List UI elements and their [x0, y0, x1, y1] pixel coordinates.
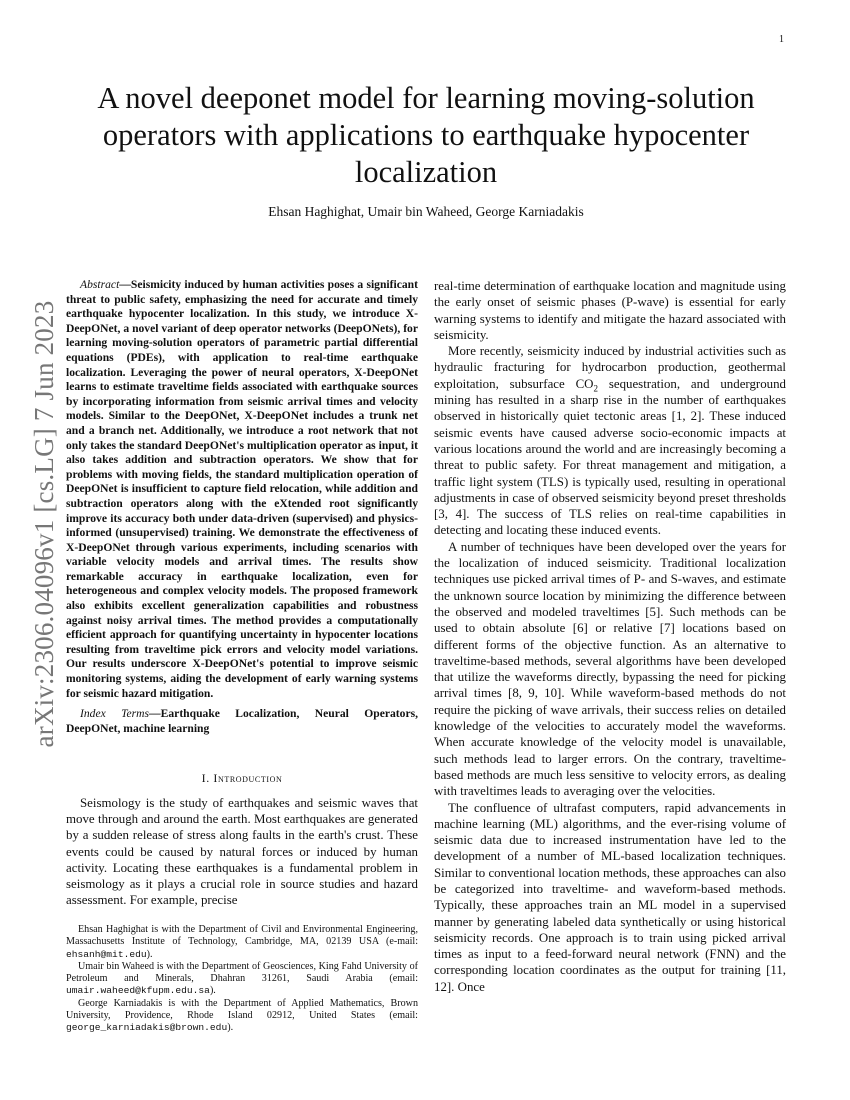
email-link[interactable]: umair.waheed@kfupm.edu.sa	[66, 985, 210, 997]
right-paragraph-3: A number of techniques have been developed over the years for the localization of induced seismicity. Traditional localization techniques use picked arrival times of P- and S-waves, and estimate the unknown source location by minimizing the difference between the observed and modeled traveltimes [5]. Such methods can be used to obtain absolute [6] or relative [7] locations based on different forms of the objective function. As an alternative to traveltime-based methods, several algorithms have been developed that utilize the waveforms directly, bypassing the need for picking arrival times [8, 9, 10]. While waveform-based methods do not require the picking of wave arrivals, their success relies on detailed knowledge of the velocities to accurately model the waveforms. When accurate knowledge of the velocity model is unavailable, such methods lead to larger errors. On the contrary, traveltime-based methods are much less sensitive to velocity errors, as dealing with traveltimes leads to averaging over the velocities.	[434, 539, 786, 799]
index-terms-label: Index Terms	[80, 707, 150, 721]
paper-title: A novel deeponet model for learning moving-solution operators with applications to earthquake hypocenter localization	[97, 81, 755, 189]
arxiv-identifier: arXiv:2306.04096v1 [cs.LG] 7 Jun 2023	[29, 300, 59, 748]
footnote-haghighat: Ehsan Haghighat is with the Department of Civil and Environmental Engineering, Massachusetts Institute of Technology, Cambridge, MA, 02139 USA (e-mail: ehsanh@mit.edu).	[66, 924, 418, 960]
footnote-waheed: Umair bin Waheed is with the Department of Geosciences, King Fahd University of Petroleum and Minerals, Dhahran 31261, Saudi Arabia (email: umair.waheed@kfupm.edu.sa).	[66, 960, 418, 997]
right-paragraph-1: real-time determination of earthquake location and magnitude using the early onset of seismic phases (P-wave) is essential for early warning systems to identify and mitigate the hazard associated with seismicity.	[434, 279, 786, 342]
right-column	[434, 278, 786, 995]
section-heading-introduction: I. Introduction	[201, 771, 283, 786]
footnote-karniadakis: George Karniadakis is with the Department of Applied Mathematics, Brown University, Providence, Rhode Island 02912, United States (email: george_karniadakis@brown.edu).	[66, 997, 418, 1034]
abstract	[66, 278, 418, 701]
right-paragraph-2: More recently, seismicity induced by industrial activities such as hydraulic fracturing for hydrocarbon production, geothermal exploitation, subsurface $CO_2$ sequestration, and underground mining has resulted in a sharp rise in the number of earthquakes observed in historically quiet tectonic areas [1, 2]. These induced seismic events have caused adverse socio-economic impacts at various locations around the world and are increasingly becoming a threat to public safety. For threat management and mitigation, a traffic light system (TLS) is typically used, resulting in operational adjustments in case of observed seismicity beyond preset thresholds [3, 4]. The success of TLS relies on real-time capabilities in detecting and locating these induced events.	[434, 344, 786, 538]
page-number: 1	[779, 34, 784, 45]
author-footnotes	[66, 924, 418, 1035]
right-paragraph-4: The confluence of ultrafast computers, rapid advancements in machine learning (ML) algorithms, and the ever-rising volume of seismic data due to increased instrumentation have led to the development of a number of ML-based localization techniques. Similar to conventional location methods, these approaches can also be categorized into traveltime- and waveform-based methods. Typically, these approaches train an ML model in a supervised manner by generating labeled data synthetically or using historical seismicity records. One approach is to train using picked arrival times as input to a feed-forward neural network (FNN) and the corresponding location coordinates as the output for training [11, 12]. Once	[434, 800, 786, 994]
index-terms-text: —Earthquake Localization, Neural Operators, DeepONet, machine learning	[66, 707, 418, 735]
author-list: Ehsan Haghighat, Umair bin Waheed, George Karniadakis	[268, 204, 584, 219]
abstract-text: —Seismicity induced by human activities poses a significant threat to public safety, emphasizing the need for accurate and timely earthquake hypocenter localization. In this study, we introduce X-DeepONet, a novel variant of deep operator networks (DeepONets), for learning moving-solution operators of parametric partial differential equations (PDEs), with application to real-time earthquake localization. Leveraging the power of neural operators, X-DeepONet learns to estimate traveltime fields associated with earthquake sources by incorporating information from seismic arrival times and velocity models. Similar to the DeepONet, X-DeepONet includes a trunk net and a branch net. Additionally, we introduce a root network that not only takes the standard DeepONet's multiplication operator as input, it also takes addition and subtraction operators. We show that for problems with moving fields, the standard multiplication operation of DeepONet is insufficient to capture field relocation, while addition and subtraction operators along with the eXtended root significantly improve its accuracy both under data-driven (supervised) and physics-informed (unsupervised) training. We demonstrate the effectiveness of X-DeepONet through various experiments, including scenarios with variable velocity models and arrival times. The results show remarkable accuracy in earthquake localization, even for heterogeneous and complex velocity models. The proposed framework also exhibits excellent generalization capabilities and robustness against noisy arrival times. The method provides a computationally efficient approach for quantifying uncertainty in hypocenter locations resulting from traveltime pick errors and velocity model variations. Our results underscore X-DeepONet's potential to improve seismic monitoring systems, aiding the development of early warning systems for seismic hazard mitigation.	[66, 278, 418, 700]
intro-paragraph-1: Seismology is the study of earthquakes and seismic waves that move through and around the earth. Most earthquakes are generated by a sudden release of stress along faults in the earth's crust. These events could be caused by natural forces or induced by human activity. Locating these earthquakes is a fundamental problem in seismology as it plays a crucial role in source studies and hazard assessment. For example, precise	[66, 795, 418, 908]
left-column	[66, 278, 418, 909]
email-link[interactable]: george_karniadakis@brown.edu	[66, 1022, 228, 1034]
index-terms	[66, 707, 418, 736]
email-link[interactable]: ehsanh@mit.edu	[66, 948, 147, 960]
abstract-label: Abstract	[80, 278, 120, 291]
